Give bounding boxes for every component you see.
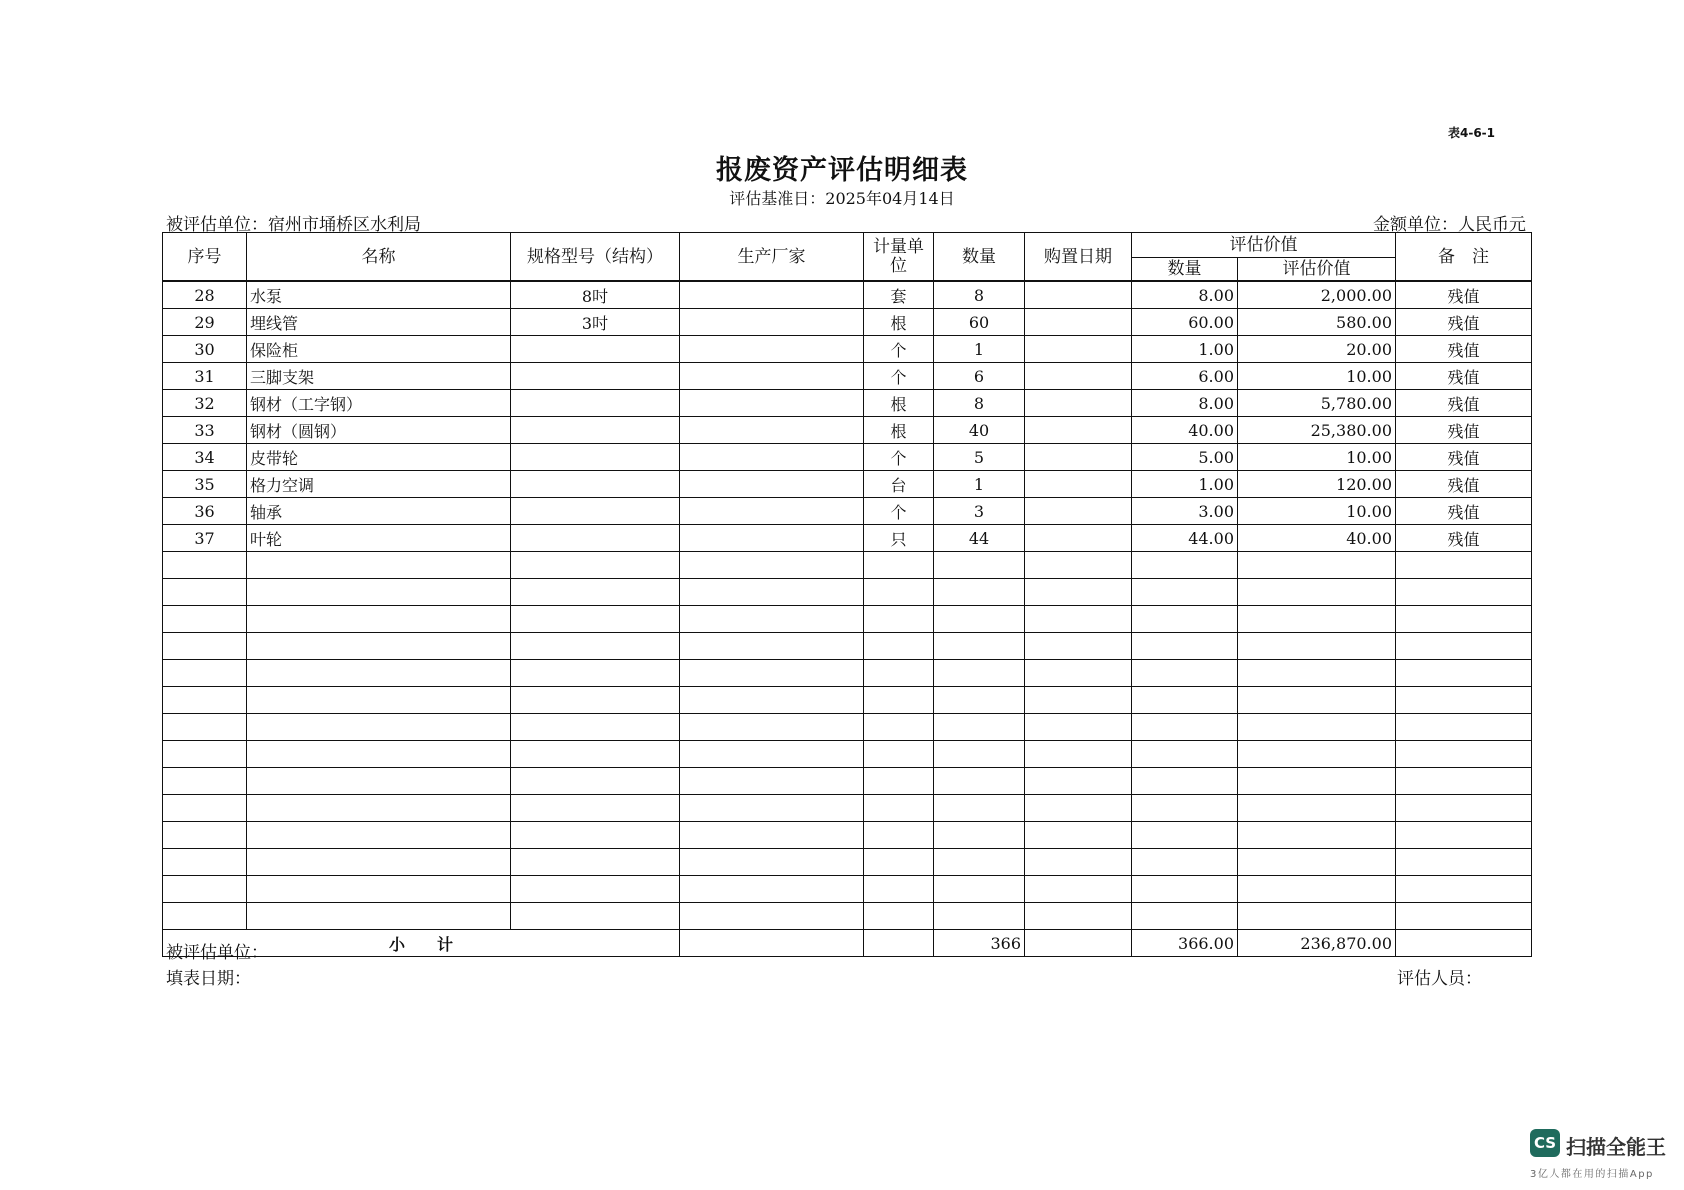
blank-cell bbox=[1396, 714, 1532, 741]
blank-cell bbox=[163, 633, 247, 660]
cell-name: 埋线管 bbox=[247, 309, 511, 336]
blank-cell bbox=[934, 687, 1025, 714]
blank-cell bbox=[1025, 714, 1132, 741]
blank-cell bbox=[511, 687, 680, 714]
cell-name: 叶轮 bbox=[247, 525, 511, 552]
blank-cell bbox=[163, 660, 247, 687]
cell-eval-value: 20.00 bbox=[1238, 336, 1396, 363]
cell-eval-qty: 1.00 bbox=[1132, 336, 1238, 363]
blank-cell bbox=[163, 768, 247, 795]
cell-maker bbox=[680, 390, 864, 417]
cell-name: 水泵 bbox=[247, 281, 511, 309]
cell-seq: 32 bbox=[163, 390, 247, 417]
blank-cell bbox=[1025, 633, 1132, 660]
blank-cell bbox=[1396, 741, 1532, 768]
table-row bbox=[163, 471, 1532, 498]
cell-purchase-date bbox=[1025, 444, 1132, 471]
cell-qty: 60 bbox=[934, 309, 1025, 336]
blank-cell bbox=[1396, 768, 1532, 795]
blank-cell bbox=[1132, 660, 1238, 687]
blank-cell bbox=[163, 714, 247, 741]
blank-row bbox=[163, 849, 1532, 876]
camscanner-icon: CS bbox=[1530, 1129, 1560, 1157]
blank-cell bbox=[864, 687, 934, 714]
cell-unit: 根 bbox=[864, 309, 934, 336]
header-name: 名称 bbox=[247, 233, 511, 282]
blank-cell bbox=[511, 849, 680, 876]
total-label: 小 计 bbox=[163, 930, 680, 957]
cell-seq: 28 bbox=[163, 281, 247, 309]
blank-row bbox=[163, 552, 1532, 579]
footer-fill-date: 填表日期： bbox=[166, 969, 251, 989]
cell-spec: 3吋 bbox=[511, 309, 680, 336]
blank-cell bbox=[1025, 849, 1132, 876]
cell-qty: 6 bbox=[934, 363, 1025, 390]
cell-name: 保险柜 bbox=[247, 336, 511, 363]
header-seq: 序号 bbox=[163, 233, 247, 282]
total-maker-cell bbox=[680, 930, 864, 957]
cell-seq: 29 bbox=[163, 309, 247, 336]
cell-eval-value: 120.00 bbox=[1238, 471, 1396, 498]
cell-spec bbox=[511, 390, 680, 417]
total-eval-value: 236,870.00 bbox=[1238, 930, 1396, 957]
table-row bbox=[163, 363, 1532, 390]
blank-cell bbox=[680, 660, 864, 687]
cell-maker bbox=[680, 281, 864, 309]
blank-cell bbox=[247, 795, 511, 822]
cell-remark: 残值 bbox=[1396, 390, 1532, 417]
blank-cell bbox=[934, 795, 1025, 822]
blank-cell bbox=[934, 579, 1025, 606]
cell-eval-qty: 1.00 bbox=[1132, 471, 1238, 498]
cell-remark: 残值 bbox=[1396, 444, 1532, 471]
blank-cell bbox=[864, 768, 934, 795]
cell-spec: 8吋 bbox=[511, 281, 680, 309]
cell-eval-value: 580.00 bbox=[1238, 309, 1396, 336]
blank-cell bbox=[680, 903, 864, 930]
cell-qty: 5 bbox=[934, 444, 1025, 471]
blank-cell bbox=[511, 795, 680, 822]
table-row bbox=[163, 444, 1532, 471]
cell-maker bbox=[680, 417, 864, 444]
blank-cell bbox=[864, 660, 934, 687]
cell-eval-value: 5,780.00 bbox=[1238, 390, 1396, 417]
table-body bbox=[163, 281, 1532, 957]
blank-cell bbox=[247, 768, 511, 795]
table-row bbox=[163, 390, 1532, 417]
blank-cell bbox=[163, 822, 247, 849]
cell-maker bbox=[680, 525, 864, 552]
blank-cell bbox=[934, 660, 1025, 687]
blank-cell bbox=[247, 849, 511, 876]
blank-cell bbox=[864, 579, 934, 606]
cell-name: 皮带轮 bbox=[247, 444, 511, 471]
cell-eval-qty: 40.00 bbox=[1132, 417, 1238, 444]
cell-seq: 34 bbox=[163, 444, 247, 471]
blank-cell bbox=[1396, 876, 1532, 903]
cell-seq: 33 bbox=[163, 417, 247, 444]
cell-unit: 根 bbox=[864, 390, 934, 417]
blank-cell bbox=[1238, 606, 1396, 633]
cell-qty: 1 bbox=[934, 336, 1025, 363]
table-row bbox=[163, 525, 1532, 552]
header-purchase-date: 购置日期 bbox=[1025, 233, 1132, 282]
blank-cell bbox=[1238, 552, 1396, 579]
cell-eval-qty: 3.00 bbox=[1132, 498, 1238, 525]
asset-table bbox=[162, 232, 1532, 957]
cell-qty: 44 bbox=[934, 525, 1025, 552]
cell-name: 三脚支架 bbox=[247, 363, 511, 390]
total-eval-qty: 366.00 bbox=[1132, 930, 1238, 957]
cell-purchase-date bbox=[1025, 417, 1132, 444]
blank-cell bbox=[511, 714, 680, 741]
blank-cell bbox=[163, 741, 247, 768]
blank-cell bbox=[680, 606, 864, 633]
blank-cell bbox=[1132, 822, 1238, 849]
header-remark: 备 注 bbox=[1396, 233, 1532, 282]
blank-cell bbox=[511, 876, 680, 903]
total-qty: 366 bbox=[934, 930, 1025, 957]
blank-cell bbox=[1025, 579, 1132, 606]
blank-cell bbox=[247, 687, 511, 714]
cell-remark: 残值 bbox=[1396, 336, 1532, 363]
blank-cell bbox=[864, 741, 934, 768]
blank-row bbox=[163, 903, 1532, 930]
blank-cell bbox=[1238, 741, 1396, 768]
blank-cell bbox=[511, 741, 680, 768]
cell-maker bbox=[680, 336, 864, 363]
blank-cell bbox=[934, 822, 1025, 849]
cell-remark: 残值 bbox=[1396, 498, 1532, 525]
blank-cell bbox=[247, 660, 511, 687]
cell-seq: 37 bbox=[163, 525, 247, 552]
blank-row bbox=[163, 768, 1532, 795]
blank-cell bbox=[864, 903, 934, 930]
blank-cell bbox=[1025, 660, 1132, 687]
base-date: 评估基准日：2025年04月14日 bbox=[729, 189, 955, 208]
blank-cell bbox=[1396, 903, 1532, 930]
blank-row bbox=[163, 606, 1532, 633]
table-row bbox=[163, 417, 1532, 444]
blank-cell bbox=[680, 849, 864, 876]
header-maker: 生产厂家 bbox=[680, 233, 864, 282]
cell-purchase-date bbox=[1025, 281, 1132, 309]
cell-unit: 只 bbox=[864, 525, 934, 552]
blank-cell bbox=[934, 552, 1025, 579]
blank-cell bbox=[1025, 768, 1132, 795]
cell-unit: 个 bbox=[864, 444, 934, 471]
cell-eval-value: 25,380.00 bbox=[1238, 417, 1396, 444]
cell-maker bbox=[680, 444, 864, 471]
currency-unit: 金额单位：人民币元 bbox=[1373, 215, 1526, 235]
blank-cell bbox=[163, 876, 247, 903]
header-eval-qty: 数量 bbox=[1132, 258, 1238, 282]
blank-cell bbox=[1396, 552, 1532, 579]
blank-cell bbox=[1132, 741, 1238, 768]
blank-cell bbox=[247, 552, 511, 579]
blank-cell bbox=[1025, 741, 1132, 768]
blank-cell bbox=[1132, 552, 1238, 579]
cell-unit: 个 bbox=[864, 336, 934, 363]
cell-name: 轴承 bbox=[247, 498, 511, 525]
blank-cell bbox=[1025, 822, 1132, 849]
cell-seq: 35 bbox=[163, 471, 247, 498]
blank-cell bbox=[680, 633, 864, 660]
blank-cell bbox=[511, 552, 680, 579]
cell-eval-qty: 8.00 bbox=[1132, 390, 1238, 417]
blank-cell bbox=[680, 795, 864, 822]
cell-spec bbox=[511, 336, 680, 363]
blank-cell bbox=[934, 768, 1025, 795]
cell-eval-qty: 6.00 bbox=[1132, 363, 1238, 390]
blank-cell bbox=[864, 606, 934, 633]
cell-remark: 残值 bbox=[1396, 281, 1532, 309]
blank-cell bbox=[934, 876, 1025, 903]
blank-cell bbox=[511, 822, 680, 849]
cell-remark: 残值 bbox=[1396, 309, 1532, 336]
cell-purchase-date bbox=[1025, 309, 1132, 336]
blank-cell bbox=[680, 552, 864, 579]
cell-name: 钢材（工字钢） bbox=[247, 390, 511, 417]
blank-cell bbox=[1132, 579, 1238, 606]
cell-remark: 残值 bbox=[1396, 363, 1532, 390]
blank-cell bbox=[1238, 714, 1396, 741]
cell-eval-value: 10.00 bbox=[1238, 363, 1396, 390]
blank-cell bbox=[511, 633, 680, 660]
blank-cell bbox=[1396, 822, 1532, 849]
blank-cell bbox=[680, 768, 864, 795]
blank-cell bbox=[1132, 687, 1238, 714]
blank-cell bbox=[934, 741, 1025, 768]
table-row bbox=[163, 336, 1532, 363]
cell-eval-qty: 8.00 bbox=[1132, 281, 1238, 309]
scanner-slogan: 3亿人都在用的扫描App bbox=[1530, 1169, 1654, 1180]
blank-cell bbox=[511, 579, 680, 606]
total-row bbox=[163, 930, 1532, 957]
blank-cell bbox=[1132, 849, 1238, 876]
blank-cell bbox=[864, 822, 934, 849]
blank-cell bbox=[1396, 849, 1532, 876]
blank-cell bbox=[1238, 903, 1396, 930]
blank-cell bbox=[1396, 795, 1532, 822]
cell-purchase-date bbox=[1025, 390, 1132, 417]
blank-cell bbox=[1396, 660, 1532, 687]
blank-row bbox=[163, 633, 1532, 660]
blank-cell bbox=[247, 633, 511, 660]
cell-remark: 残值 bbox=[1396, 471, 1532, 498]
blank-cell bbox=[163, 552, 247, 579]
blank-cell bbox=[247, 579, 511, 606]
blank-cell bbox=[247, 876, 511, 903]
cell-purchase-date bbox=[1025, 471, 1132, 498]
blank-row bbox=[163, 660, 1532, 687]
cell-eval-value: 10.00 bbox=[1238, 444, 1396, 471]
blank-cell bbox=[1238, 822, 1396, 849]
total-remark-cell bbox=[1396, 930, 1532, 957]
cell-maker bbox=[680, 498, 864, 525]
blank-cell bbox=[934, 606, 1025, 633]
total-unit-cell bbox=[864, 930, 934, 957]
cell-maker bbox=[680, 309, 864, 336]
blank-cell bbox=[1238, 633, 1396, 660]
blank-cell bbox=[934, 903, 1025, 930]
cell-eval-qty: 60.00 bbox=[1132, 309, 1238, 336]
blank-cell bbox=[864, 714, 934, 741]
cell-spec bbox=[511, 471, 680, 498]
cell-qty: 40 bbox=[934, 417, 1025, 444]
blank-row bbox=[163, 579, 1532, 606]
evaluated-unit: 被评估单位：宿州市埇桥区水利局 bbox=[166, 215, 421, 235]
blank-cell bbox=[1132, 768, 1238, 795]
blank-cell bbox=[1025, 606, 1132, 633]
cell-name: 格力空调 bbox=[247, 471, 511, 498]
blank-cell bbox=[1238, 795, 1396, 822]
cell-eval-qty: 44.00 bbox=[1132, 525, 1238, 552]
blank-cell bbox=[680, 579, 864, 606]
blank-cell bbox=[934, 714, 1025, 741]
cell-purchase-date bbox=[1025, 498, 1132, 525]
cell-spec bbox=[511, 363, 680, 390]
blank-cell bbox=[864, 552, 934, 579]
blank-cell bbox=[864, 876, 934, 903]
blank-cell bbox=[247, 903, 511, 930]
blank-row bbox=[163, 714, 1532, 741]
cell-seq: 31 bbox=[163, 363, 247, 390]
blank-cell bbox=[1025, 795, 1132, 822]
blank-row bbox=[163, 822, 1532, 849]
blank-cell bbox=[680, 822, 864, 849]
blank-cell bbox=[1132, 606, 1238, 633]
table-code: 表4-6-1 bbox=[1447, 126, 1495, 140]
cell-eval-value: 40.00 bbox=[1238, 525, 1396, 552]
blank-cell bbox=[1238, 849, 1396, 876]
scanner-watermark bbox=[1530, 1129, 1680, 1185]
blank-cell bbox=[864, 795, 934, 822]
cell-seq: 36 bbox=[163, 498, 247, 525]
blank-cell bbox=[1396, 579, 1532, 606]
total-purchase-date-cell bbox=[1025, 930, 1132, 957]
cell-maker bbox=[680, 471, 864, 498]
cell-remark: 残值 bbox=[1396, 525, 1532, 552]
cell-qty: 1 bbox=[934, 471, 1025, 498]
blank-cell bbox=[163, 903, 247, 930]
blank-cell bbox=[247, 822, 511, 849]
blank-cell bbox=[1396, 633, 1532, 660]
footer-evaluated-unit: 被评估单位： bbox=[166, 943, 268, 963]
cell-unit: 个 bbox=[864, 363, 934, 390]
cell-spec bbox=[511, 417, 680, 444]
blank-row bbox=[163, 687, 1532, 714]
blank-cell bbox=[511, 660, 680, 687]
cell-name: 钢材（圆钢） bbox=[247, 417, 511, 444]
cell-purchase-date bbox=[1025, 336, 1132, 363]
header-unit: 计量单位 bbox=[864, 233, 934, 282]
cell-maker bbox=[680, 363, 864, 390]
blank-cell bbox=[163, 579, 247, 606]
cell-unit: 个 bbox=[864, 498, 934, 525]
blank-cell bbox=[1132, 714, 1238, 741]
blank-cell bbox=[1238, 660, 1396, 687]
table-row bbox=[163, 498, 1532, 525]
blank-cell bbox=[1025, 876, 1132, 903]
blank-cell bbox=[247, 606, 511, 633]
cell-qty: 3 bbox=[934, 498, 1025, 525]
cell-purchase-date bbox=[1025, 525, 1132, 552]
blank-cell bbox=[1132, 795, 1238, 822]
cell-unit: 根 bbox=[864, 417, 934, 444]
blank-cell bbox=[1025, 552, 1132, 579]
cell-spec bbox=[511, 444, 680, 471]
cell-eval-value: 10.00 bbox=[1238, 498, 1396, 525]
cell-seq: 30 bbox=[163, 336, 247, 363]
blank-cell bbox=[864, 849, 934, 876]
blank-cell bbox=[1132, 876, 1238, 903]
cell-remark: 残值 bbox=[1396, 417, 1532, 444]
blank-cell bbox=[511, 768, 680, 795]
blank-cell bbox=[864, 633, 934, 660]
blank-cell bbox=[247, 741, 511, 768]
cell-qty: 8 bbox=[934, 390, 1025, 417]
table-row bbox=[163, 281, 1532, 309]
cell-unit: 台 bbox=[864, 471, 934, 498]
cell-purchase-date bbox=[1025, 363, 1132, 390]
blank-cell bbox=[680, 741, 864, 768]
blank-cell bbox=[1132, 633, 1238, 660]
blank-cell bbox=[1396, 687, 1532, 714]
cell-spec bbox=[511, 498, 680, 525]
cell-unit: 套 bbox=[864, 281, 934, 309]
blank-cell bbox=[1238, 687, 1396, 714]
blank-row bbox=[163, 741, 1532, 768]
document-title: 报废资产评估明细表 bbox=[716, 155, 968, 186]
blank-cell bbox=[1025, 903, 1132, 930]
header-qty: 数量 bbox=[934, 233, 1025, 282]
blank-row bbox=[163, 795, 1532, 822]
blank-cell bbox=[1238, 768, 1396, 795]
blank-cell bbox=[680, 714, 864, 741]
blank-cell bbox=[680, 876, 864, 903]
blank-cell bbox=[511, 606, 680, 633]
blank-cell bbox=[1132, 903, 1238, 930]
blank-cell bbox=[163, 687, 247, 714]
header-spec: 规格型号（结构） bbox=[511, 233, 680, 282]
blank-cell bbox=[1238, 876, 1396, 903]
header-eval-value: 评估价值 bbox=[1238, 258, 1396, 282]
scanner-name: 扫描全能王 bbox=[1566, 1135, 1666, 1159]
blank-cell bbox=[934, 849, 1025, 876]
header-eval-group: 评估价值 bbox=[1132, 233, 1396, 258]
blank-cell bbox=[680, 687, 864, 714]
cell-spec bbox=[511, 525, 680, 552]
cell-qty: 8 bbox=[934, 281, 1025, 309]
blank-cell bbox=[511, 903, 680, 930]
table-row bbox=[163, 309, 1532, 336]
cell-eval-value: 2,000.00 bbox=[1238, 281, 1396, 309]
blank-row bbox=[163, 876, 1532, 903]
blank-cell bbox=[1025, 687, 1132, 714]
blank-cell bbox=[163, 849, 247, 876]
blank-cell bbox=[1238, 579, 1396, 606]
blank-cell bbox=[163, 795, 247, 822]
blank-cell bbox=[247, 714, 511, 741]
blank-cell bbox=[163, 606, 247, 633]
blank-cell bbox=[1396, 606, 1532, 633]
cell-eval-qty: 5.00 bbox=[1132, 444, 1238, 471]
blank-cell bbox=[934, 633, 1025, 660]
footer-appraiser: 评估人员： bbox=[1397, 969, 1482, 989]
